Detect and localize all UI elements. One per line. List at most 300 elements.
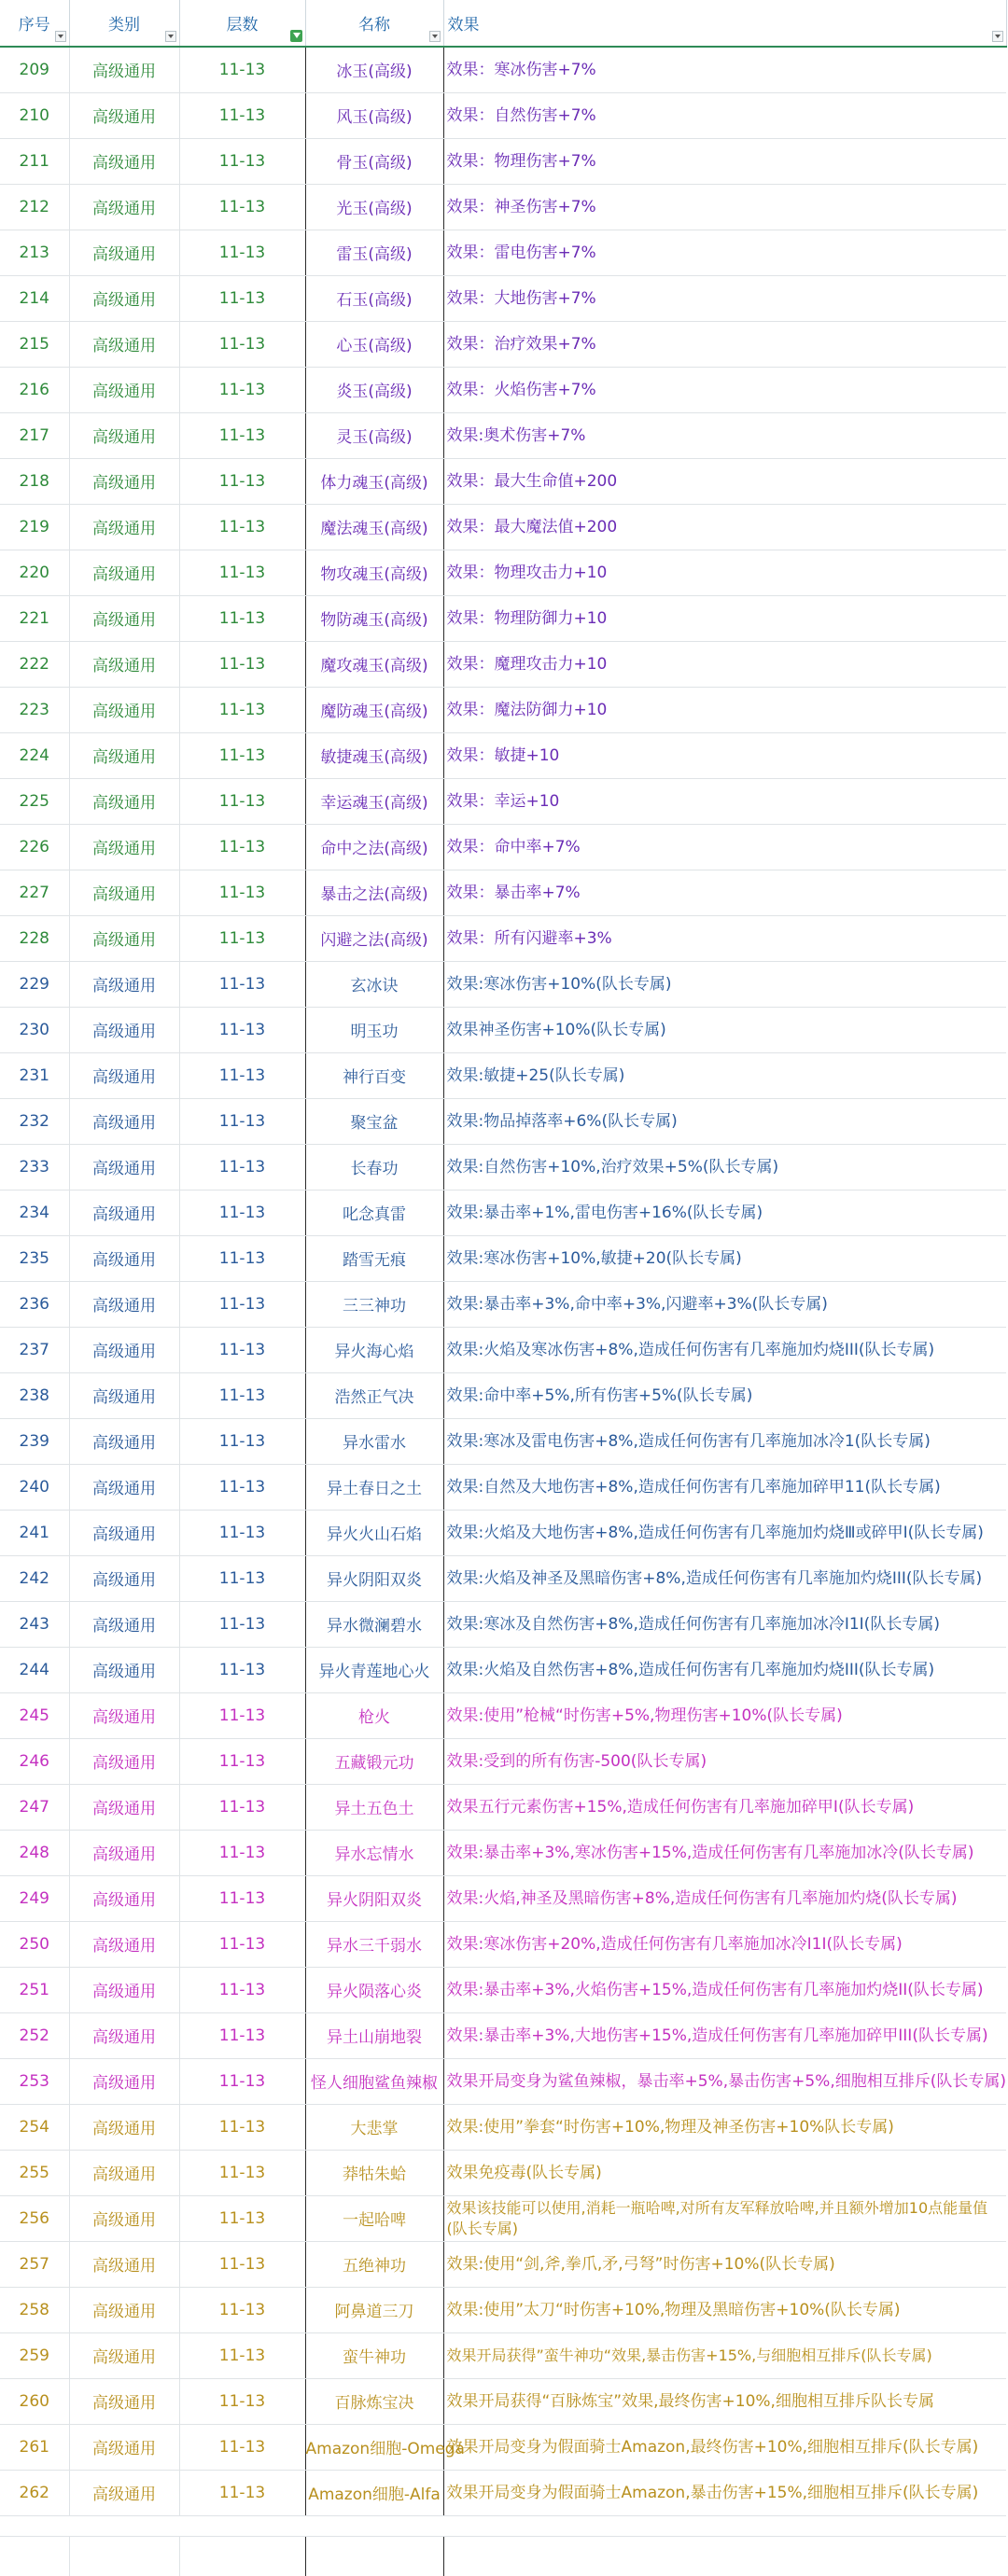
table-row[interactable] (0, 1327, 1006, 1372)
cell-category[interactable]: 高级通用 (69, 2150, 179, 2195)
cell-layer[interactable]: 11-13 (179, 1967, 305, 2012)
header-layer[interactable]: 层数 (179, 0, 305, 47)
cell-name[interactable]: 五绝神功 (305, 2241, 443, 2287)
cell-layer[interactable]: 11-13 (179, 824, 305, 870)
table-row[interactable] (0, 47, 1006, 92)
cell-layer[interactable]: 11-13 (179, 1921, 305, 1967)
cell-id[interactable]: 236 (0, 1281, 69, 1327)
cell-name[interactable]: 神行百变 (305, 1052, 443, 1098)
cell-name[interactable]: 雷玉(高级) (305, 230, 443, 275)
table-row[interactable] (0, 2470, 1006, 2515)
cell-id[interactable]: 229 (0, 961, 69, 1007)
cell-effect[interactable]: 效果:奥术伤害+7% (443, 412, 1006, 458)
cell-id[interactable]: 235 (0, 1235, 69, 1281)
cell-layer[interactable]: 11-13 (179, 275, 305, 321)
cell-name[interactable]: 叱念真雷 (305, 1190, 443, 1235)
cell-name[interactable]: 长春功 (305, 1144, 443, 1190)
cell-name[interactable]: 一起哈啤 (305, 2195, 443, 2241)
cell-id[interactable]: 211 (0, 138, 69, 184)
cell-layer[interactable]: 11-13 (179, 1647, 305, 1692)
cell-effect[interactable]: 效果免疫毒(队长专属) (443, 2150, 1006, 2195)
cell-layer[interactable]: 11-13 (179, 1235, 305, 1281)
cell-name[interactable]: Amazon细胞-Alfa (305, 2470, 443, 2515)
table-row[interactable] (0, 1098, 1006, 1144)
cell-layer[interactable]: 11-13 (179, 870, 305, 915)
cell-effect[interactable]: 效果:受到的所有伤害-500(队长专属) (443, 1738, 1006, 1784)
cell-category[interactable]: 高级通用 (69, 230, 179, 275)
cell-id[interactable]: 217 (0, 412, 69, 458)
cell-id[interactable]: 225 (0, 778, 69, 824)
cell-category[interactable]: 高级通用 (69, 1555, 179, 1601)
table-row[interactable] (0, 687, 1006, 732)
cell-id[interactable]: 260 (0, 2378, 69, 2424)
cell-category[interactable]: 高级通用 (69, 1418, 179, 1464)
cell-effect[interactable]: 效果:使用”枪械“时伤害+5%,物理伤害+10%(队长专属) (443, 1692, 1006, 1738)
cell-name[interactable]: 异水雷水 (305, 1418, 443, 1464)
cell-id[interactable]: 219 (0, 504, 69, 550)
cell-effect[interactable]: 效果：自然伤害+7% (443, 92, 1006, 138)
cell-effect[interactable]: 效果:使用”太刀“时伤害+10%,物理及黑暗伤害+10%(队长专属) (443, 2287, 1006, 2332)
cell-id[interactable]: 258 (0, 2287, 69, 2332)
table-row[interactable] (0, 2195, 1006, 2241)
cell-effect[interactable]: 效果该技能可以使用,消耗一瓶哈啤,对所有友军释放哈啤,并且额外增加10点能量值(队长专属) (443, 2195, 1006, 2241)
table-row[interactable] (0, 1052, 1006, 1098)
table-row[interactable] (0, 1692, 1006, 1738)
cell-name[interactable]: 怪人细胞鲨鱼辣椒 (305, 2058, 443, 2104)
cell-layer[interactable]: 11-13 (179, 2012, 305, 2058)
cell-category[interactable]: 高级通用 (69, 1784, 179, 1830)
cell-effect[interactable]: 效果：敏捷+10 (443, 732, 1006, 778)
cell-name[interactable]: 命中之法(高级) (305, 824, 443, 870)
table-row[interactable] (0, 504, 1006, 550)
cell-id[interactable]: 222 (0, 641, 69, 687)
cell-layer[interactable]: 11-13 (179, 92, 305, 138)
cell-layer[interactable]: 11-13 (179, 321, 305, 367)
header-effect[interactable]: 效果 (443, 0, 1006, 47)
cell-name[interactable]: 莽牯朱蛤 (305, 2150, 443, 2195)
cell-name[interactable]: 玄冰诀 (305, 961, 443, 1007)
cell-effect[interactable]: 效果：物理伤害+7% (443, 138, 1006, 184)
cell-id[interactable]: 230 (0, 1007, 69, 1052)
cell-id[interactable]: 262 (0, 2470, 69, 2515)
filter-dropdown-icon[interactable] (55, 31, 66, 42)
cell-name[interactable]: 异土五色土 (305, 1784, 443, 1830)
cell-effect[interactable]: 效果:暴击率+1%,雷电伤害+16%(队长专属) (443, 1190, 1006, 1235)
cell-effect[interactable]: 效果:暴击率+3%,大地伤害+15%,造成任何伤害有几率施加碎甲III(队长专属) (443, 2012, 1006, 2058)
cell-category[interactable]: 高级通用 (69, 275, 179, 321)
cell-id[interactable]: 242 (0, 1555, 69, 1601)
cell-id[interactable]: 257 (0, 2241, 69, 2287)
cell-name[interactable]: 异土山崩地裂 (305, 2012, 443, 2058)
cell-layer[interactable]: 11-13 (179, 1327, 305, 1372)
filter-dropdown-icon[interactable] (429, 31, 441, 42)
cell-id[interactable]: 253 (0, 2058, 69, 2104)
cell-category[interactable]: 高级通用 (69, 1601, 179, 1647)
cell-category[interactable]: 高级通用 (69, 1327, 179, 1372)
cell-layer[interactable]: 11-13 (179, 1144, 305, 1190)
table-row[interactable] (0, 2332, 1006, 2378)
table-row[interactable] (0, 641, 1006, 687)
cell-layer[interactable]: 11-13 (179, 1510, 305, 1555)
cell-name[interactable]: 异火陨落心炎 (305, 1967, 443, 2012)
cell-name[interactable]: 幸运魂玉(高级) (305, 778, 443, 824)
cell-layer[interactable]: 11-13 (179, 2378, 305, 2424)
cell-name[interactable]: 暴击之法(高级) (305, 870, 443, 915)
cell-name[interactable]: 异水忘情水 (305, 1830, 443, 1875)
table-row[interactable] (0, 1235, 1006, 1281)
cell-layer[interactable]: 11-13 (179, 504, 305, 550)
cell-name[interactable]: 骨玉(高级) (305, 138, 443, 184)
cell-category[interactable]: 高级通用 (69, 550, 179, 595)
cell-category[interactable]: 高级通用 (69, 47, 179, 92)
cell-layer[interactable]: 11-13 (179, 2424, 305, 2470)
cell-category[interactable]: 高级通用 (69, 1464, 179, 1510)
cell-category[interactable]: 高级通用 (69, 1510, 179, 1555)
table-row[interactable] (0, 915, 1006, 961)
table-row[interactable] (0, 2104, 1006, 2150)
cell-category[interactable]: 高级通用 (69, 1144, 179, 1190)
cell-id[interactable]: 214 (0, 275, 69, 321)
cell-category[interactable]: 高级通用 (69, 321, 179, 367)
cell-effect[interactable]: 效果：命中率+7% (443, 824, 1006, 870)
cell-id[interactable]: 241 (0, 1510, 69, 1555)
cell-effect[interactable]: 效果:寒冰及自然伤害+8%,造成任何伤害有几率施加冰冷I1I(队长专属) (443, 1601, 1006, 1647)
table-row[interactable] (0, 1921, 1006, 1967)
cell-id[interactable]: 233 (0, 1144, 69, 1190)
cell-id[interactable]: 247 (0, 1784, 69, 1830)
cell-category[interactable]: 高级通用 (69, 2104, 179, 2150)
cell-name[interactable]: 风玉(高级) (305, 92, 443, 138)
cell-name[interactable]: 物攻魂玉(高级) (305, 550, 443, 595)
cell-id[interactable]: 240 (0, 1464, 69, 1510)
cell-category[interactable]: 高级通用 (69, 2332, 179, 2378)
cell-name[interactable]: 浩然正气决 (305, 1372, 443, 1418)
cell-effect[interactable]: 效果神圣伤害+10%(队长专属) (443, 1007, 1006, 1052)
cell-layer[interactable]: 11-13 (179, 184, 305, 230)
cell-layer[interactable]: 11-13 (179, 1738, 305, 1784)
cell-layer[interactable]: 11-13 (179, 778, 305, 824)
cell-name[interactable]: 异水微澜碧水 (305, 1601, 443, 1647)
cell-layer[interactable]: 11-13 (179, 2058, 305, 2104)
cell-layer[interactable]: 11-13 (179, 915, 305, 961)
cell-layer[interactable]: 11-13 (179, 230, 305, 275)
cell-category[interactable]: 高级通用 (69, 870, 179, 915)
cell-name[interactable]: 百脉炼宝决 (305, 2378, 443, 2424)
cell-category[interactable]: 高级通用 (69, 1098, 179, 1144)
cell-category[interactable]: 高级通用 (69, 138, 179, 184)
cell-category[interactable]: 高级通用 (69, 778, 179, 824)
table-row[interactable] (0, 138, 1006, 184)
cell-id[interactable]: 210 (0, 92, 69, 138)
cell-layer[interactable]: 11-13 (179, 732, 305, 778)
table-row[interactable] (0, 1464, 1006, 1510)
cell-id[interactable]: 245 (0, 1692, 69, 1738)
cell-id[interactable]: 243 (0, 1601, 69, 1647)
table-row[interactable] (0, 1007, 1006, 1052)
cell-name[interactable]: 敏捷魂玉(高级) (305, 732, 443, 778)
cell-effect[interactable]: 效果:暴击率+3%,火焰伤害+15%,造成任何伤害有几率施加灼烧II(队长专属) (443, 1967, 1006, 2012)
cell-layer[interactable]: 11-13 (179, 367, 305, 412)
cell-id[interactable]: 216 (0, 367, 69, 412)
cell-layer[interactable]: 11-13 (179, 1830, 305, 1875)
cell-effect[interactable]: 效果：物理防御力+10 (443, 595, 1006, 641)
cell-id[interactable]: 259 (0, 2332, 69, 2378)
cell-name[interactable]: 明玉功 (305, 1007, 443, 1052)
cell-name[interactable]: 炎玉(高级) (305, 367, 443, 412)
cell-layer[interactable]: 11-13 (179, 2195, 305, 2241)
cell-name[interactable]: 异土春日之土 (305, 1464, 443, 1510)
cell-layer[interactable]: 11-13 (179, 1692, 305, 1738)
cell-layer[interactable]: 11-13 (179, 2241, 305, 2287)
cell-name[interactable]: 五藏锻元功 (305, 1738, 443, 1784)
cell-name[interactable]: 魔法魂玉(高级) (305, 504, 443, 550)
cell-category[interactable]: 高级通用 (69, 2012, 179, 2058)
cell-name[interactable]: 异火海心焰 (305, 1327, 443, 1372)
table-row[interactable] (0, 367, 1006, 412)
table-row[interactable] (0, 1372, 1006, 1418)
cell-id[interactable]: 213 (0, 230, 69, 275)
cell-category[interactable]: 高级通用 (69, 641, 179, 687)
table-row[interactable] (0, 2287, 1006, 2332)
table-row[interactable] (0, 458, 1006, 504)
cell-category[interactable]: 高级通用 (69, 2195, 179, 2241)
cell-layer[interactable]: 11-13 (179, 1418, 305, 1464)
cell-name[interactable]: 异火阴阳双炎 (305, 1555, 443, 1601)
cell-layer[interactable]: 11-13 (179, 1281, 305, 1327)
cell-effect[interactable]: 效果：大地伤害+7% (443, 275, 1006, 321)
table-row[interactable] (0, 1555, 1006, 1601)
cell-category[interactable]: 高级通用 (69, 1830, 179, 1875)
cell-effect[interactable]: 效果五行元素伤害+15%,造成任何伤害有几率施加碎甲I(队长专属) (443, 1784, 1006, 1830)
cell-effect[interactable]: 效果:寒冰伤害+10%,敏捷+20(队长专属) (443, 1235, 1006, 1281)
cell-effect[interactable]: 效果：火焰伤害+7% (443, 367, 1006, 412)
cell-layer[interactable]: 11-13 (179, 2150, 305, 2195)
cell-layer[interactable]: 11-13 (179, 1555, 305, 1601)
cell-effect[interactable]: 效果:寒冰伤害+20%,造成任何伤害有几率施加冰冷I1I(队长专属) (443, 1921, 1006, 1967)
cell-id[interactable]: 238 (0, 1372, 69, 1418)
cell-name[interactable]: 冰玉(高级) (305, 47, 443, 92)
filter-dropdown-icon[interactable] (992, 31, 1003, 42)
table-row[interactable] (0, 412, 1006, 458)
cell-name[interactable]: Amazon细胞-Omega (305, 2424, 443, 2470)
cell-id[interactable]: 237 (0, 1327, 69, 1372)
filter-active-icon[interactable] (290, 30, 302, 42)
cell-id[interactable]: 250 (0, 1921, 69, 1967)
table-row[interactable] (0, 1281, 1006, 1327)
cell-effect[interactable]: 效果：所有闪避率+3% (443, 915, 1006, 961)
cell-id[interactable]: 255 (0, 2150, 69, 2195)
cell-effect[interactable]: 效果:命中率+5%,所有伤害+5%(队长专属) (443, 1372, 1006, 1418)
cell-effect[interactable]: 效果：魔法防御力+10 (443, 687, 1006, 732)
cell-name[interactable]: 异火青莲地心火 (305, 1647, 443, 1692)
cell-category[interactable]: 高级通用 (69, 504, 179, 550)
table-row[interactable] (0, 595, 1006, 641)
cell-name[interactable]: 异水三千弱水 (305, 1921, 443, 1967)
cell-id[interactable]: 239 (0, 1418, 69, 1464)
cell-id[interactable]: 231 (0, 1052, 69, 1098)
cell-id[interactable]: 232 (0, 1098, 69, 1144)
cell-effect[interactable]: 效果:敏捷+25(队长专属) (443, 1052, 1006, 1098)
cell-category[interactable]: 高级通用 (69, 367, 179, 412)
cell-category[interactable]: 高级通用 (69, 184, 179, 230)
cell-id[interactable]: 248 (0, 1830, 69, 1875)
cell-category[interactable]: 高级通用 (69, 915, 179, 961)
table-row[interactable] (0, 550, 1006, 595)
cell-category[interactable]: 高级通用 (69, 2378, 179, 2424)
cell-name[interactable]: 体力魂玉(高级) (305, 458, 443, 504)
cell-name[interactable]: 魔防魂玉(高级) (305, 687, 443, 732)
table-row[interactable] (0, 732, 1006, 778)
cell-layer[interactable]: 11-13 (179, 138, 305, 184)
table-row[interactable] (0, 778, 1006, 824)
cell-effect[interactable]: 效果：物理攻击力+10 (443, 550, 1006, 595)
cell-id[interactable]: 218 (0, 458, 69, 504)
table-row[interactable] (0, 230, 1006, 275)
cell-layer[interactable]: 11-13 (179, 1601, 305, 1647)
table-row[interactable] (0, 2241, 1006, 2287)
table-row[interactable] (0, 2012, 1006, 2058)
cell-layer[interactable]: 11-13 (179, 550, 305, 595)
header-category[interactable]: 类别 (69, 0, 179, 47)
header-name[interactable]: 名称 (305, 0, 443, 47)
cell-effect[interactable]: 效果:使用“剑,斧,拳爪,矛,弓弩”时伤害+10%(队长专属) (443, 2241, 1006, 2287)
cell-name[interactable]: 大悲掌 (305, 2104, 443, 2150)
cell-effect[interactable]: 效果:寒冰伤害+10%(队长专属) (443, 961, 1006, 1007)
cell-layer[interactable]: 11-13 (179, 961, 305, 1007)
cell-effect[interactable]: 效果:火焰及大地伤害+8%,造成任何伤害有几率施加灼烧Ⅲ或碎甲I(队长专属) (443, 1510, 1006, 1555)
cell-category[interactable]: 高级通用 (69, 824, 179, 870)
cell-layer[interactable]: 11-13 (179, 2104, 305, 2150)
cell-id[interactable]: 227 (0, 870, 69, 915)
cell-layer[interactable]: 11-13 (179, 2470, 305, 2515)
cell-name[interactable]: 三三神功 (305, 1281, 443, 1327)
cell-id[interactable]: 256 (0, 2195, 69, 2241)
cell-category[interactable]: 高级通用 (69, 2424, 179, 2470)
table-row[interactable] (0, 92, 1006, 138)
cell-category[interactable]: 高级通用 (69, 1281, 179, 1327)
table-row[interactable] (0, 961, 1006, 1007)
cell-category[interactable]: 高级通用 (69, 2058, 179, 2104)
cell-layer[interactable]: 11-13 (179, 641, 305, 687)
cell-id[interactable]: 223 (0, 687, 69, 732)
cell-category[interactable]: 高级通用 (69, 1372, 179, 1418)
table-row[interactable] (0, 1738, 1006, 1784)
cell-layer[interactable]: 11-13 (179, 1190, 305, 1235)
cell-effect[interactable]: 效果：寒冰伤害+7% (443, 47, 1006, 92)
cell-layer[interactable]: 11-13 (179, 1098, 305, 1144)
table-row[interactable] (0, 1144, 1006, 1190)
table-row[interactable] (0, 1967, 1006, 2012)
table-row[interactable] (0, 2378, 1006, 2424)
cell-effect[interactable]: 效果：雷电伤害+7% (443, 230, 1006, 275)
table-row[interactable] (0, 1418, 1006, 1464)
cell-id[interactable]: 244 (0, 1647, 69, 1692)
cell-category[interactable]: 高级通用 (69, 595, 179, 641)
cell-id[interactable]: 224 (0, 732, 69, 778)
cell-effect[interactable]: 效果:使用”拳套“时伤害+10%,物理及神圣伤害+10%队长专属) (443, 2104, 1006, 2150)
cell-effect[interactable]: 效果:寒冰及雷电伤害+8%,造成任何伤害有几率施加冰冷1(队长专属) (443, 1418, 1006, 1464)
cell-id[interactable]: 246 (0, 1738, 69, 1784)
cell-effect[interactable]: 效果：神圣伤害+7% (443, 184, 1006, 230)
cell-layer[interactable]: 11-13 (179, 595, 305, 641)
cell-name[interactable]: 异火火山石焰 (305, 1510, 443, 1555)
cell-category[interactable]: 高级通用 (69, 1875, 179, 1921)
cell-name[interactable]: 踏雪无痕 (305, 1235, 443, 1281)
cell-name[interactable]: 物防魂玉(高级) (305, 595, 443, 641)
cell-category[interactable]: 高级通用 (69, 458, 179, 504)
table-row[interactable] (0, 1784, 1006, 1830)
table-row[interactable] (0, 1830, 1006, 1875)
cell-id[interactable]: 215 (0, 321, 69, 367)
cell-name[interactable]: 异火阴阳双炎 (305, 1875, 443, 1921)
cell-name[interactable]: 聚宝盆 (305, 1098, 443, 1144)
table-row[interactable] (0, 2424, 1006, 2470)
cell-layer[interactable]: 11-13 (179, 412, 305, 458)
cell-id[interactable]: 251 (0, 1967, 69, 2012)
table-row[interactable] (0, 2150, 1006, 2195)
cell-effect[interactable]: 效果：治疗效果+7% (443, 321, 1006, 367)
cell-id[interactable]: 252 (0, 2012, 69, 2058)
cell-category[interactable]: 高级通用 (69, 2287, 179, 2332)
cell-effect[interactable]: 效果:火焰,神圣及黑暗伤害+8%,造成任何伤害有几率施加灼烧(队长专属) (443, 1875, 1006, 1921)
table-row[interactable] (0, 184, 1006, 230)
cell-effect[interactable]: 效果:自然及大地伤害+8%,造成任何伤害有几率施加碎甲11(队长专属) (443, 1464, 1006, 1510)
cell-effect[interactable]: 效果开局变身为鲨鱼辣椒，暴击率+5%,暴击伤害+5%,细胞相互排斥(队长专属) (443, 2058, 1006, 2104)
cell-layer[interactable]: 11-13 (179, 47, 305, 92)
cell-category[interactable]: 高级通用 (69, 687, 179, 732)
cell-category[interactable]: 高级通用 (69, 1692, 179, 1738)
cell-layer[interactable]: 11-13 (179, 1052, 305, 1098)
cell-layer[interactable]: 11-13 (179, 1784, 305, 1830)
cell-effect[interactable]: 效果：幸运+10 (443, 778, 1006, 824)
cell-layer[interactable]: 11-13 (179, 1372, 305, 1418)
cell-category[interactable]: 高级通用 (69, 1235, 179, 1281)
table-row[interactable] (0, 321, 1006, 367)
cell-effect[interactable]: 效果：暴击率+7% (443, 870, 1006, 915)
cell-layer[interactable]: 11-13 (179, 2287, 305, 2332)
cell-category[interactable]: 高级通用 (69, 1738, 179, 1784)
cell-id[interactable]: 220 (0, 550, 69, 595)
cell-layer[interactable]: 11-13 (179, 1007, 305, 1052)
table-row[interactable] (0, 1510, 1006, 1555)
cell-category[interactable]: 高级通用 (69, 961, 179, 1007)
cell-id[interactable]: 209 (0, 47, 69, 92)
cell-category[interactable]: 高级通用 (69, 92, 179, 138)
cell-name[interactable]: 魔攻魂玉(高级) (305, 641, 443, 687)
cell-id[interactable]: 234 (0, 1190, 69, 1235)
cell-category[interactable]: 高级通用 (69, 2470, 179, 2515)
table-row[interactable] (0, 870, 1006, 915)
cell-name[interactable]: 心玉(高级) (305, 321, 443, 367)
cell-layer[interactable]: 11-13 (179, 687, 305, 732)
cell-id[interactable]: 254 (0, 2104, 69, 2150)
cell-category[interactable]: 高级通用 (69, 1647, 179, 1692)
cell-id[interactable]: 228 (0, 915, 69, 961)
cell-id[interactable]: 212 (0, 184, 69, 230)
cell-category[interactable]: 高级通用 (69, 1052, 179, 1098)
filter-dropdown-icon[interactable] (165, 31, 176, 42)
cell-effect[interactable]: 效果开局变身为假面骑士Amazon,暴击伤害+15%,细胞相互排斥(队长专属) (443, 2470, 1006, 2515)
cell-effect[interactable]: 效果:火焰及神圣及黑暗伤害+8%,造成任何伤害有几率施加灼烧III(队长专属) (443, 1555, 1006, 1601)
cell-id[interactable]: 249 (0, 1875, 69, 1921)
cell-effect[interactable]: 效果开局获得“百脉炼宝”效果,最终伤害+10%,细胞相互排斥队长专属 (443, 2378, 1006, 2424)
cell-category[interactable]: 高级通用 (69, 1190, 179, 1235)
cell-category[interactable]: 高级通用 (69, 1007, 179, 1052)
cell-id[interactable]: 261 (0, 2424, 69, 2470)
table-row[interactable] (0, 824, 1006, 870)
cell-effect[interactable]: 效果:物品掉落率+6%(队长专属) (443, 1098, 1006, 1144)
cell-name[interactable]: 光玉(高级) (305, 184, 443, 230)
